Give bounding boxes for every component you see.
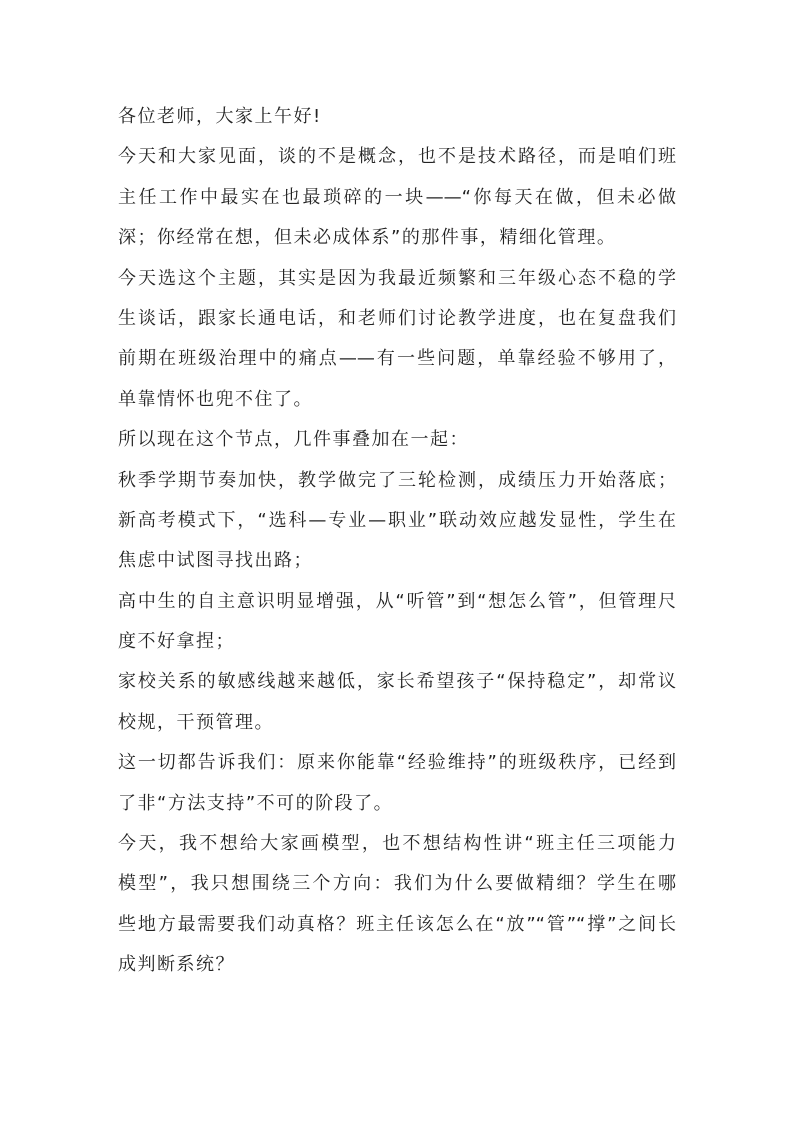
paragraph-line: 前期在班级治理中的痛点——有一些问题，单靠经验不够用了， — [118, 348, 676, 370]
paragraph-line: 深；你经常在想，但未必成体系”的那件事，精细化管理。 — [118, 227, 617, 249]
paragraph-line: 度不好拿捏； — [118, 631, 235, 653]
paragraph-line: 高中生的自主意识明显增强，从“听管”到“想怎么管”，但管理尺 — [118, 590, 676, 612]
paragraph-line: 今天，我不想给大家画模型，也不想结构性讲“班主任三项能力 — [118, 833, 676, 855]
greeting-line: 各位老师，大家上午好! — [118, 106, 322, 127]
paragraph-line: 成判断系统？ — [118, 954, 235, 976]
paragraph-line: 校规，干预管理。 — [118, 711, 274, 733]
paragraph-line: 生谈话，跟家长通电话，和老师们讨论教学进度，也在复盘我们 — [118, 307, 676, 329]
paragraph-line: 这一切都告诉我们：原来你能靠“经验维持”的班级秩序，已经到 — [118, 752, 676, 774]
paragraph-line: 单靠情怀也兜不住了。 — [118, 388, 313, 410]
paragraph-line: 新高考模式下，“选科—专业—职业”联动效应越发显性，学生在 — [118, 509, 676, 531]
paragraph-line: 今天和大家见面，谈的不是概念，也不是技术路径，而是咱们班 — [118, 146, 676, 168]
paragraph-line: 主任工作中最实在也最琐碎的一块——“你每天在做，但未必做 — [118, 186, 676, 208]
paragraph-line: 焦虑中试图寻找出路； — [118, 550, 313, 572]
paragraph-line: 所以现在这个节点，几件事叠加在一起： — [118, 429, 469, 451]
paragraph-line: 今天选这个主题，其实是因为我最近频繁和三年级心态不稳的学 — [118, 267, 676, 289]
document-body — [118, 106, 676, 995]
paragraph-line: 了非“方法支持”不可的阶段了。 — [118, 792, 394, 814]
paragraph-line: 秋季学期节奏加快，教学做完了三轮检测，成绩压力开始落底； — [118, 469, 676, 491]
paragraph-line: 家校关系的敏感线越来越低，家长希望孩子“保持稳定”，却常议 — [118, 671, 676, 693]
paragraph-line: 模型”，我只想围绕三个方向：我们为什么要做精细？学生在哪 — [118, 873, 676, 895]
paragraph-line: 些地方最需要我们动真格？班主任该怎么在“放”“管”“撑”之间长 — [118, 913, 676, 935]
